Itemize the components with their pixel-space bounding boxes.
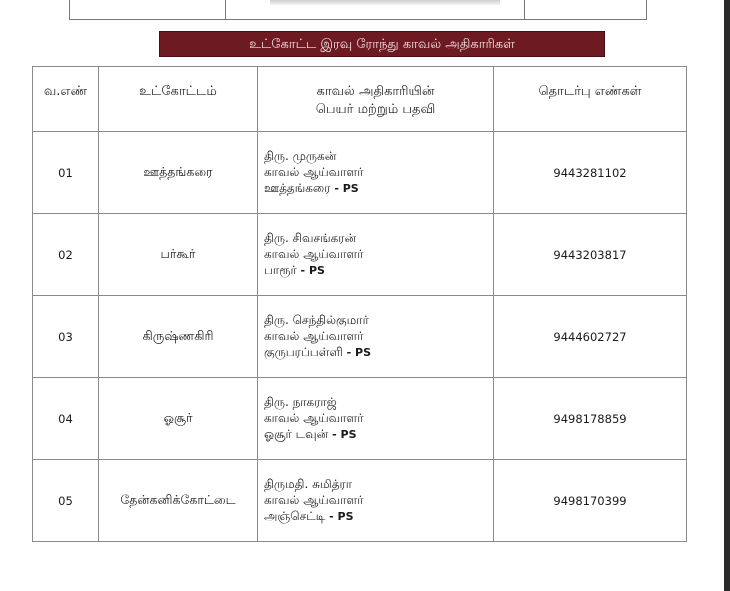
cell-phone: 9443281102	[494, 132, 687, 214]
header-subdivision: உட்கோட்டம்	[99, 67, 258, 132]
cell-officer	[258, 378, 494, 460]
cell-sno: 05	[33, 460, 99, 542]
header-contact: தொடர்பு எண்கள்	[494, 67, 687, 132]
table-row	[33, 460, 687, 542]
page-edge-shadow	[724, 0, 730, 591]
officer-name: திரு. செந்தில்குமார்	[264, 313, 369, 327]
cell-phone: 9498178859	[494, 378, 687, 460]
officer-station: ஓசூர் டவுன் - PS	[264, 427, 357, 441]
officer-name: திரு. முருகன்	[264, 149, 337, 163]
table-header-row	[33, 67, 687, 132]
cell-subdivision: தேன்கனிக்கோட்டை	[99, 460, 258, 542]
cell-phone: 9498170399	[494, 460, 687, 542]
header-sno: வ.எண்	[33, 67, 99, 132]
cell-phone: 9444602727	[494, 296, 687, 378]
cell-subdivision: கிருஷ்ணகிரி	[99, 296, 258, 378]
cropped-table-text-remnant	[270, 0, 500, 5]
cell-subdivision: பர்கூர்	[99, 214, 258, 296]
officer-designation: காவல் ஆய்வாளர்	[264, 493, 364, 507]
header-officer-line2: பெயர் மற்றும் பதவி	[315, 102, 436, 117]
officer-designation: காவல் ஆய்வாளர்	[264, 247, 364, 261]
cell-sno: 01	[33, 132, 99, 214]
ps-suffix: - PS	[300, 264, 325, 277]
officer-station: அஞ்செட்டி - PS	[264, 509, 354, 523]
ps-suffix: - PS	[346, 346, 372, 359]
officer-name: திரு. சிவசங்கரன்	[264, 231, 357, 245]
ps-suffix: - PS	[334, 182, 359, 195]
cell-sno: 03	[33, 296, 99, 378]
officer-station: ஊத்தங்கரை - PS	[264, 181, 359, 195]
cell-officer	[258, 460, 494, 542]
header-officer-line1: காவல் அதிகாரியின்	[316, 84, 435, 99]
cell-officer	[258, 296, 494, 378]
night-patrol-officers-table	[32, 66, 687, 542]
cropped-table-divider	[524, 0, 525, 20]
table-row	[33, 296, 687, 378]
officer-station: பாரூர் - PS	[264, 263, 325, 277]
officer-name: திருமதி. சுமித்ரா	[264, 477, 352, 491]
officer-designation: காவல் ஆய்வாளர்	[264, 411, 364, 425]
header-officer	[258, 67, 494, 132]
ps-suffix: - PS	[329, 510, 354, 523]
ps-suffix: - PS	[332, 428, 357, 441]
cropped-table-divider	[225, 0, 226, 20]
table-row	[33, 214, 687, 296]
cell-officer	[258, 214, 494, 296]
officer-designation: காவல் ஆய்வாளர்	[264, 329, 364, 343]
officer-name: திரு. நாகராஜ்	[264, 395, 337, 409]
section-banner: உட்கோட்ட இரவு ரோந்து காவல் அதிகாரிகள்	[159, 31, 605, 57]
cell-sno: 02	[33, 214, 99, 296]
table-row	[33, 132, 687, 214]
cell-subdivision: ஊத்தங்கரை	[99, 132, 258, 214]
officer-designation: காவல் ஆய்வாளர்	[264, 165, 364, 179]
table-row	[33, 378, 687, 460]
officer-station: குருபரப்பள்ளி - PS	[264, 345, 372, 359]
cell-phone: 9443203817	[494, 214, 687, 296]
cell-sno: 04	[33, 378, 99, 460]
cell-officer	[258, 132, 494, 214]
cell-subdivision: ஓசூர்	[99, 378, 258, 460]
